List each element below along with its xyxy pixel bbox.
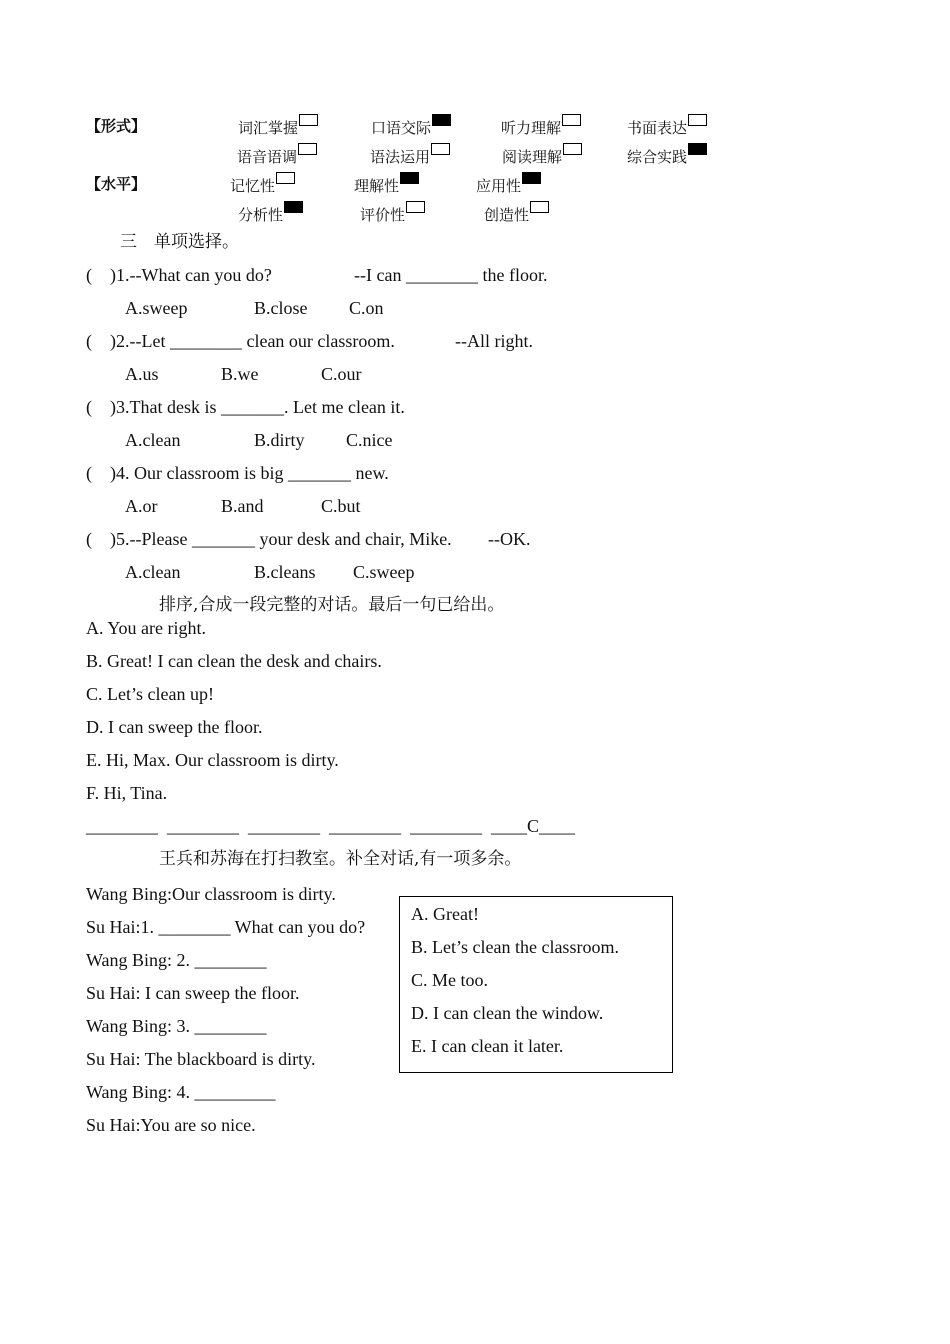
level-item bbox=[238, 201, 303, 227]
answer-line: ________ ________ ________ ________ ________ ____C____ bbox=[86, 816, 576, 836]
form-item bbox=[370, 143, 450, 169]
dialogue-line: Su Hai: The blackboard is dirty. bbox=[86, 1049, 316, 1069]
form-item bbox=[371, 114, 451, 140]
question-reply: --OK. bbox=[488, 529, 531, 549]
form-item-label: 听力理解 bbox=[501, 119, 562, 137]
option-c: C.on bbox=[349, 298, 384, 318]
checkbox-empty-icon bbox=[562, 114, 581, 126]
list-item: B. Great! I can clean the desk and chairs. bbox=[86, 651, 382, 671]
option-c: C.sweep bbox=[353, 562, 415, 582]
form-item-label: 书面表达 bbox=[627, 119, 688, 137]
form-item bbox=[627, 114, 707, 140]
option-a: A.or bbox=[125, 496, 158, 516]
level-item bbox=[484, 201, 549, 227]
level-item-label: 记忆性 bbox=[230, 177, 276, 195]
form-item-label: 综合实践 bbox=[627, 148, 688, 166]
dialogue-line: Su Hai:1. ________ What can you do? bbox=[86, 917, 366, 937]
option-a: A.sweep bbox=[125, 298, 188, 318]
form-item bbox=[237, 143, 317, 169]
list-item: A. You are right. bbox=[86, 618, 206, 638]
question-stem: ( )3.That desk is _______. Let me clean it. bbox=[86, 397, 405, 417]
form-item-label: 词汇掌握 bbox=[238, 119, 299, 137]
options-box bbox=[399, 896, 673, 1073]
question-stem: ( )2.--Let ________ clean our classroom. bbox=[86, 331, 395, 351]
level-item bbox=[360, 201, 425, 227]
checkbox-filled-icon bbox=[688, 143, 707, 155]
option-a: A.us bbox=[125, 364, 159, 384]
level-item-label: 创造性 bbox=[484, 206, 530, 224]
level-item-label: 评价性 bbox=[360, 206, 406, 224]
level-item-label: 理解性 bbox=[354, 177, 400, 195]
option-b: B.we bbox=[221, 364, 259, 384]
option-b: B.close bbox=[254, 298, 308, 318]
dialogue-line: Wang Bing: 4. _________ bbox=[86, 1082, 276, 1102]
option-b: B.and bbox=[221, 496, 264, 516]
list-item: D. I can sweep the floor. bbox=[86, 717, 263, 737]
option-item: B. Let’s clean the classroom. bbox=[411, 937, 619, 957]
checkbox-empty-icon bbox=[406, 201, 425, 213]
level-item bbox=[354, 172, 419, 198]
form-label: 【形式】 bbox=[86, 117, 147, 135]
section-title: 三 单项选择。 bbox=[120, 232, 239, 252]
section-title: 王兵和苏海在打扫教室。补全对话,有一项多余。 bbox=[159, 849, 522, 869]
dialogue-line: Su Hai:You are so nice. bbox=[86, 1115, 256, 1135]
form-item-label: 语音语调 bbox=[237, 148, 298, 166]
dialogue-line: Wang Bing: 3. ________ bbox=[86, 1016, 267, 1036]
option-a: A.clean bbox=[125, 562, 181, 582]
checkbox-filled-icon bbox=[284, 201, 303, 213]
level-label: 【水平】 bbox=[86, 175, 147, 193]
checkbox-empty-icon bbox=[276, 172, 295, 184]
dialogue-line: Wang Bing:Our classroom is dirty. bbox=[86, 884, 336, 904]
list-item: C. Let’s clean up! bbox=[86, 684, 214, 704]
checkbox-empty-icon bbox=[298, 143, 317, 155]
option-a: A.clean bbox=[125, 430, 181, 450]
level-item bbox=[230, 172, 295, 198]
form-item-label: 口语交际 bbox=[371, 119, 432, 137]
form-item bbox=[627, 143, 707, 169]
option-b: B.cleans bbox=[254, 562, 316, 582]
form-item-label: 阅读理解 bbox=[502, 148, 563, 166]
option-c: C.nice bbox=[346, 430, 393, 450]
option-c: C.our bbox=[321, 364, 362, 384]
section-title: 排序,合成一段完整的对话。最后一句已给出。 bbox=[159, 595, 505, 615]
list-item: E. Hi, Max. Our classroom is dirty. bbox=[86, 750, 339, 770]
question-reply: --All right. bbox=[455, 331, 533, 351]
checkbox-empty-icon bbox=[563, 143, 582, 155]
checkbox-empty-icon bbox=[530, 201, 549, 213]
option-item: C. Me too. bbox=[411, 970, 489, 990]
checkbox-filled-icon bbox=[400, 172, 419, 184]
checkbox-empty-icon bbox=[688, 114, 707, 126]
form-item bbox=[238, 114, 318, 140]
question-reply: --I can ________ the floor. bbox=[354, 265, 548, 285]
checkbox-empty-icon bbox=[431, 143, 450, 155]
checkbox-filled-icon bbox=[432, 114, 451, 126]
list-item: F. Hi, Tina. bbox=[86, 783, 168, 803]
option-c: C.but bbox=[321, 496, 361, 516]
question-stem: ( )5.--Please _______ your desk and chair, Mike. bbox=[86, 529, 452, 549]
form-item-label: 语法运用 bbox=[370, 148, 431, 166]
dialogue-line: Wang Bing: 2. ________ bbox=[86, 950, 267, 970]
form-item bbox=[501, 114, 581, 140]
checkbox-empty-icon bbox=[299, 114, 318, 126]
question-stem: ( )4. Our classroom is big _______ new. bbox=[86, 463, 389, 483]
option-item: D. I can clean the window. bbox=[411, 1003, 604, 1023]
option-b: B.dirty bbox=[254, 430, 305, 450]
option-item: E. I can clean it later. bbox=[411, 1036, 564, 1056]
option-item: A. Great! bbox=[411, 904, 479, 924]
form-item bbox=[502, 143, 582, 169]
dialogue-line: Su Hai: I can sweep the floor. bbox=[86, 983, 300, 1003]
question-stem: ( )1.--What can you do? bbox=[86, 265, 272, 285]
level-item-label: 应用性 bbox=[476, 177, 522, 195]
checkbox-filled-icon bbox=[522, 172, 541, 184]
level-item bbox=[476, 172, 541, 198]
level-item-label: 分析性 bbox=[238, 206, 284, 224]
